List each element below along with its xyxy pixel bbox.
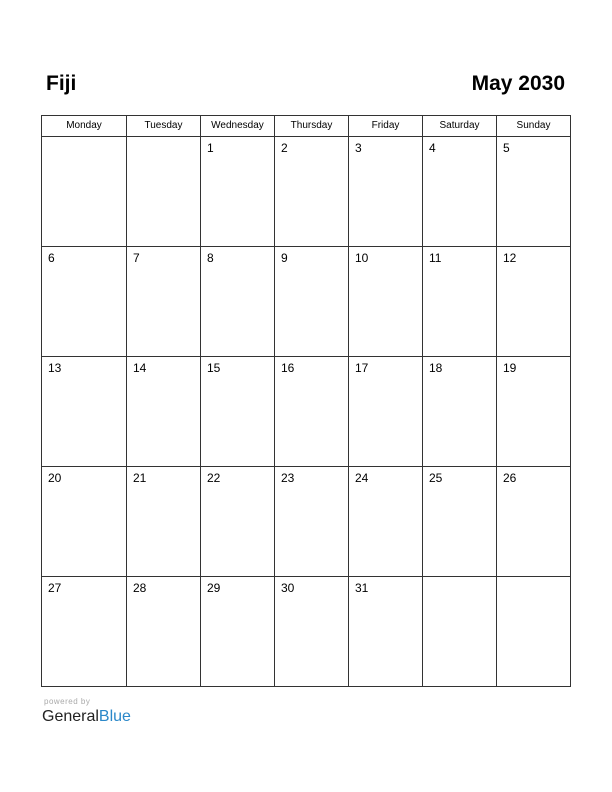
- country-title: Fiji: [46, 72, 77, 95]
- day-cell: [497, 577, 571, 687]
- generalblue-logo: [42, 707, 131, 727]
- footer-branding: [42, 697, 131, 727]
- day-cell: [201, 357, 275, 467]
- day-number: [497, 577, 570, 581]
- day-cell: [127, 357, 201, 467]
- calendar-grid: [41, 115, 571, 687]
- day-number: 31: [355, 581, 369, 595]
- day-number: [423, 577, 496, 581]
- day-cell: [42, 247, 127, 357]
- weekday-header-friday: Friday: [349, 116, 423, 137]
- brand-blue: Blue: [98, 708, 131, 725]
- day-number: 16: [281, 361, 295, 375]
- day-cell: [42, 137, 127, 247]
- day-number: 29: [207, 581, 221, 595]
- day-number: 14: [133, 361, 147, 375]
- day-cell: [127, 247, 201, 357]
- weekday-header-sunday: Sunday: [497, 116, 571, 137]
- day-number: 18: [429, 361, 443, 375]
- week-row: [42, 467, 571, 577]
- week-row: [42, 577, 571, 687]
- day-cell: [127, 577, 201, 687]
- day-number: 1: [207, 141, 214, 155]
- day-cell: [201, 577, 275, 687]
- day-cell: [423, 577, 497, 687]
- day-number: 5: [503, 141, 510, 155]
- week-row: [42, 247, 571, 357]
- day-cell: [423, 247, 497, 357]
- day-cell: [423, 467, 497, 577]
- day-cell: [497, 137, 571, 247]
- weekday-header-tuesday: Tuesday: [127, 116, 201, 137]
- day-cell: [349, 357, 423, 467]
- day-number: 11: [429, 251, 442, 265]
- day-number: [127, 137, 200, 141]
- powered-by-text: powered by: [44, 697, 91, 706]
- day-cell: [349, 137, 423, 247]
- day-cell: [497, 357, 571, 467]
- day-number: 23: [281, 471, 295, 485]
- day-number: 30: [281, 581, 295, 595]
- day-number: 27: [48, 581, 62, 595]
- day-number: 2: [281, 141, 288, 155]
- day-cell: [201, 467, 275, 577]
- day-number: 20: [48, 471, 62, 485]
- day-cell: [275, 137, 349, 247]
- day-cell: [127, 137, 201, 247]
- day-number: 22: [207, 471, 221, 485]
- day-number: 3: [355, 141, 362, 155]
- weekday-header-saturday: Saturday: [423, 116, 497, 137]
- day-cell: [497, 247, 571, 357]
- day-number: 6: [48, 251, 55, 265]
- day-cell: [423, 357, 497, 467]
- day-cell: [423, 137, 497, 247]
- day-cell: [349, 247, 423, 357]
- day-number: 17: [355, 361, 369, 375]
- day-number: 28: [133, 581, 147, 595]
- week-row: [42, 357, 571, 467]
- day-number: 15: [207, 361, 221, 375]
- weekday-header-thursday: Thursday: [275, 116, 349, 137]
- day-number: 21: [133, 471, 147, 485]
- month-year-title: May 2030: [471, 72, 565, 95]
- day-cell: [497, 467, 571, 577]
- day-number: 24: [355, 471, 369, 485]
- day-cell: [201, 247, 275, 357]
- day-cell: [42, 467, 127, 577]
- day-number: 26: [503, 471, 517, 485]
- day-number: 8: [207, 251, 214, 265]
- day-number: [42, 137, 126, 141]
- day-cell: [275, 467, 349, 577]
- weekday-header-wednesday: Wednesday: [201, 116, 275, 137]
- brand-general: General: [42, 708, 99, 725]
- day-cell: [42, 577, 127, 687]
- weekday-header-monday: Monday: [42, 116, 127, 137]
- day-number: 9: [281, 251, 288, 265]
- week-row: [42, 137, 571, 247]
- day-cell: [42, 357, 127, 467]
- day-number: 25: [429, 471, 443, 485]
- day-number: 19: [503, 361, 517, 375]
- day-cell: [127, 467, 201, 577]
- day-cell: [275, 247, 349, 357]
- day-cell: [349, 577, 423, 687]
- day-number: 12: [503, 251, 517, 265]
- day-number: 13: [48, 361, 62, 375]
- day-number: 4: [429, 141, 436, 155]
- day-number: 7: [133, 251, 140, 265]
- weekday-header-row: [42, 116, 571, 137]
- day-number: 10: [355, 251, 369, 265]
- day-cell: [349, 467, 423, 577]
- day-cell: [275, 577, 349, 687]
- day-cell: [275, 357, 349, 467]
- day-cell: [201, 137, 275, 247]
